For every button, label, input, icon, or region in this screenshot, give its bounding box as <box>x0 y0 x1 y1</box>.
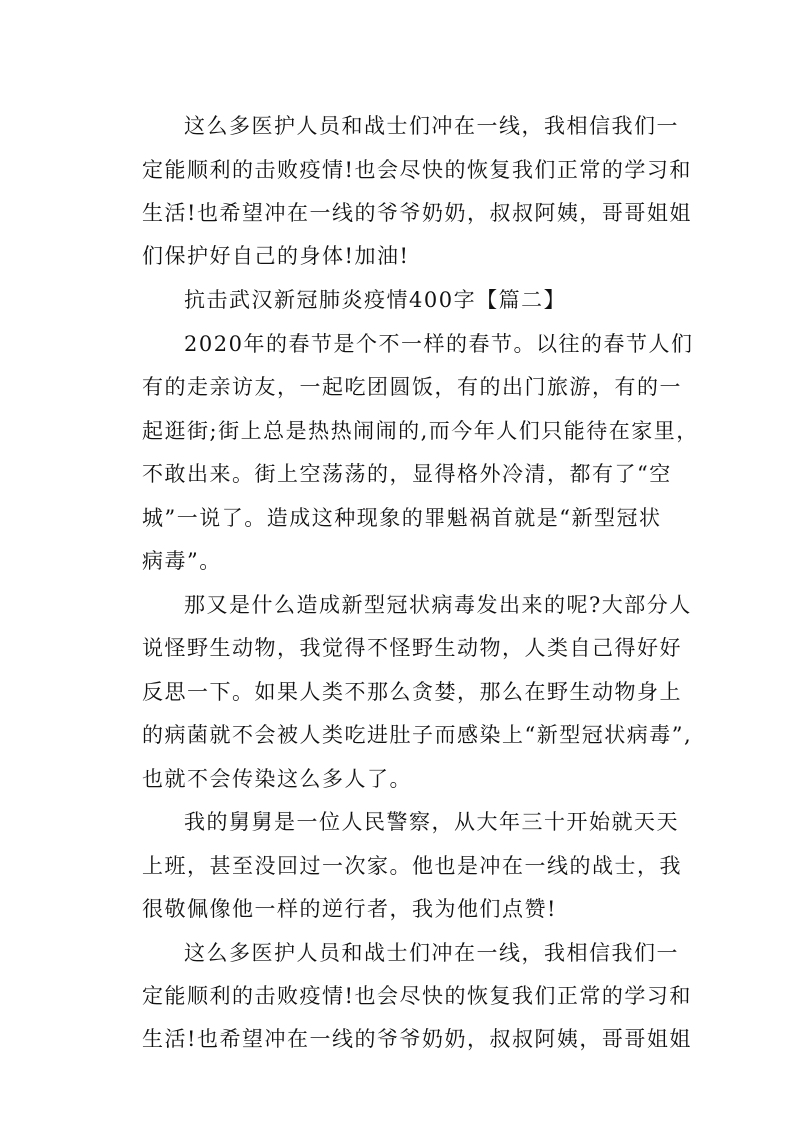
paragraph-line: 那又是什么造成新型冠状病毒发出来的呢?大部分人 <box>184 593 692 617</box>
section-heading: 抗击武汉新冠肺炎疫情400字【篇二】 <box>184 288 567 312</box>
paragraph-line: 说怪野生动物，我觉得不怪野生动物，人类自己得好好 <box>142 636 682 660</box>
paragraph-line: 生活!也希望冲在一线的爷爷奶奶，叔叔阿姨，哥哥姐姐 <box>142 201 692 225</box>
paragraph-line: 定能顺利的击败疫情!也会尽快的恢复我们正常的学习和 <box>142 158 692 182</box>
paragraph-line: 这么多医护人员和战士们冲在一线，我相信我们一 <box>184 941 679 965</box>
paragraph-line: 城”一说了。造成这种现象的罪魁祸首就是“新型冠状 <box>142 506 662 530</box>
paragraph-line: 也就不会传染这么多人了。 <box>142 767 412 791</box>
paragraph-line: 上班，甚至没回过一次家。他也是冲在一线的战士，我 <box>142 854 682 878</box>
paragraph-line: 我的舅舅是一位人民警察，从大年三十开始就天天 <box>184 810 679 834</box>
paragraph-line: 的病菌就不会被人类吃进肚子而感染上“新型冠状病毒”, <box>142 723 693 747</box>
paragraph-line: 很敬佩像他一样的逆行者，我为他们点赞! <box>142 897 557 921</box>
paragraph-line: 有的走亲访友，一起吃团圆饭，有的出门旅游，有的一 <box>142 375 682 399</box>
paragraph-line: 病毒”。 <box>142 549 222 573</box>
paragraph-line: 2020年的春节是个不一样的春节。以往的春节人们 <box>184 332 694 356</box>
paragraph-line: 定能顺利的击败疫情!也会尽快的恢复我们正常的学习和 <box>142 984 692 1008</box>
paragraph-line: 反思一下。如果人类不那么贪婪，那么在野生动物身上 <box>142 680 682 704</box>
paragraph-line: 生活!也希望冲在一线的爷爷奶奶，叔叔阿姨，哥哥姐姐 <box>142 1027 692 1051</box>
paragraph-line: 起逛街;街上总是热热闹闹的,而今年人们只能待在家里， <box>142 419 699 443</box>
paragraph-line: 们保护好自己的身体!加油! <box>142 244 410 268</box>
paragraph-line: 不敢出来。街上空荡荡的，显得格外冷清，都有了“空 <box>142 462 672 486</box>
paragraph-line: 这么多医护人员和战士们冲在一线，我相信我们一 <box>184 114 679 138</box>
